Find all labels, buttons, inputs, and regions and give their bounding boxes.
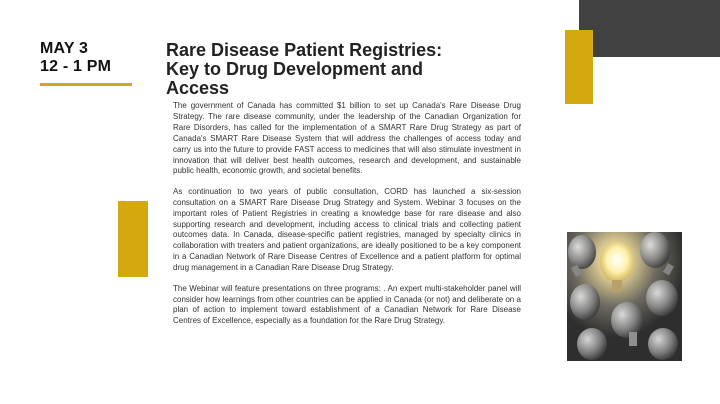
event-day: MAY 3 <box>40 40 89 57</box>
body-text <box>173 101 521 337</box>
title-line-1: Rare Disease Patient Registries: <box>166 40 443 60</box>
paragraph-3: The Webinar will feature presentations on three programs: . An expert multi-stakeholder panel will consider how learnings from other countries can be applied in Canada (or not) and deliberate on a plan of action to implement toward establishment of a Canadian Network for Rare Disease Centres of Excellence, especially as a foundation for the Rare Drug Strategy. <box>173 283 521 326</box>
event-date <box>40 40 132 76</box>
gold-accent-bar-right <box>565 30 593 104</box>
paragraph-1: The government of Canada has committed $1 billion to set up Canada's Rare Disease Drug Strategy. The rare disease community, under the leadership of the Canadian Organization for Rare Disorders, has called for the implementation of a SMART Rare Drug Strategy as part of Canada's SMART Rare Disease System that will address the challenges of access today and carry us into the future to provide FAST access to medicines that will also stimulate investment in innovation that will deliver best health outcomes, research and development, and sustainable public health, economic growth, and societal benefits. <box>173 101 521 176</box>
paragraph-2: As continuation to two years of public consultation, CORD has launched a six-session consultation on a SMART Rare Disease Drug Strategy and System. Webinar 3 focuses on the important roles of Patient Registries in creating a knowledge base for rare disease and also supporting research and development, including access to clinical trials and collecting patient outcomes data. In Canada, disease-specific patient registries, managed by specialty clinics in collaboration with treaters and patient organizations, are ideally positioned to be a key component in a Canadian Network of Rare Disease Centres of Excellence and a patient platform for optimal drug management in a Canadian Rare Disease Drug Strategy. <box>173 186 521 273</box>
light-bulbs-image <box>567 232 682 361</box>
title-line-3: Access <box>166 78 230 98</box>
light-bulbs-photo <box>567 232 682 361</box>
date-underline <box>40 83 132 86</box>
gold-accent-bar-left <box>118 201 148 277</box>
event-time: 12 - 1 PM <box>40 58 112 75</box>
dark-corner-box <box>579 0 720 57</box>
title-line-2: Key to Drug Development and <box>166 59 424 79</box>
page-title <box>166 41 496 98</box>
